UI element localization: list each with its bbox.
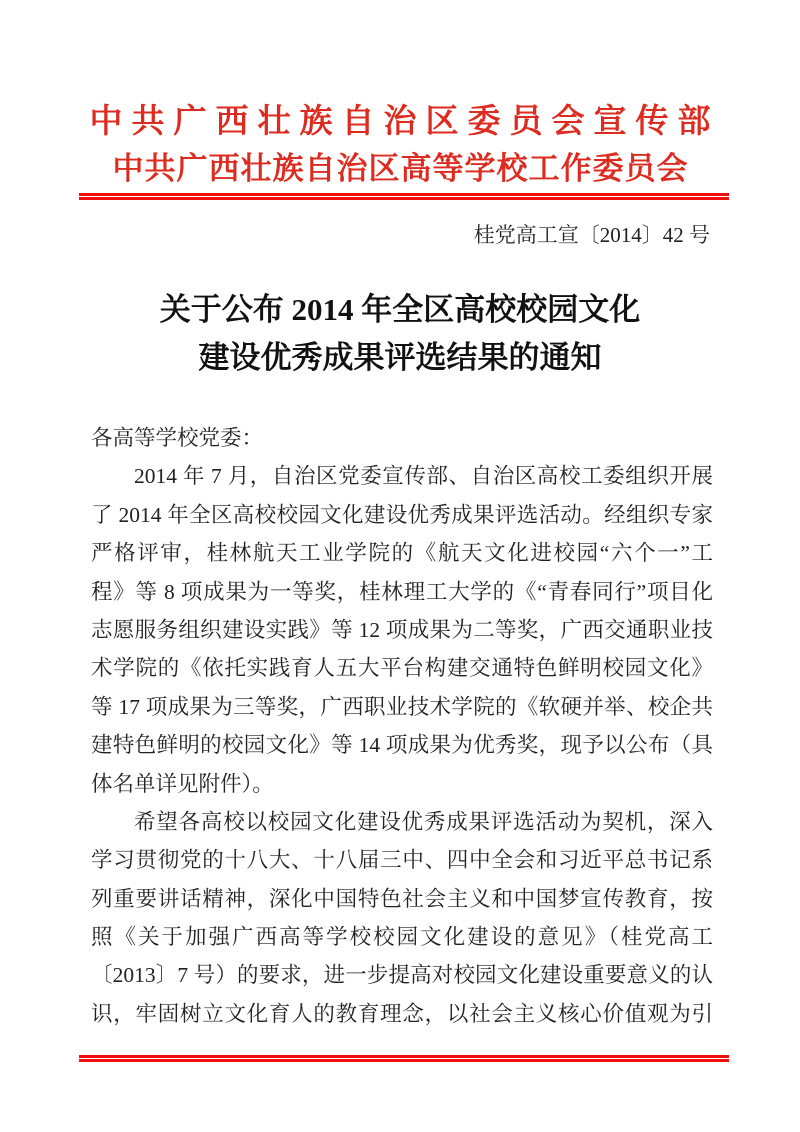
body-line: 志愿服务组织建设实践》等 12 项成果为二等奖，广西交通职业技 xyxy=(91,617,713,642)
body-line: 建特色鲜明的校园文化》等 14 项成果为优秀奖，现予以公布（具 xyxy=(91,733,713,758)
document-title-line-1: 关于公布 2014 年全区高校校园文化 xyxy=(159,292,641,327)
body-line: 〔2013〕7 号）的要求，进一步提高对校园文化建设重要意义的认 xyxy=(91,963,713,988)
body-line: 程》等 8 项成果为一等奖，桂林理工大学的《“青春同行”项目化 xyxy=(91,579,713,604)
body-line: 照《关于加强广西高等学校校园文化建设的意见》（桂党高工 xyxy=(91,925,713,950)
salutation-line: 各高等学校党委： xyxy=(91,426,264,450)
footer-divider-rule xyxy=(79,1055,729,1062)
body-line: 严格评审，桂林航天工业学院的《航天文化进校园“六个一”工 xyxy=(91,541,713,566)
issuer-line-2: 中共广西壮族自治区高等学校工作委员会 xyxy=(112,151,689,186)
header-divider-rule xyxy=(79,193,729,200)
document-body xyxy=(91,419,713,1033)
body-line: 学习贯彻党的十八大、十八届三中、四中全会和习近平总书记系 xyxy=(91,848,713,873)
document-number: 桂党高工宣〔2014〕42 号 xyxy=(473,223,710,247)
body-line: 识，牢固树立文化育人的教育理念，以社会主义核心价值观为引 xyxy=(91,1001,713,1026)
body-line: 列重要讲话精神，深化中国特色社会主义和中国梦宣传教育，按 xyxy=(91,886,713,911)
issuer-line-1: 中共广西壮族自治区委员会宣传部 xyxy=(89,104,720,140)
body-line: 等 17 项成果为三等奖，广西职业技术学院的《软硬并举、校企共 xyxy=(91,694,713,719)
document-title-line-2: 建设优秀成果评选结果的通知 xyxy=(198,340,602,375)
document-title xyxy=(0,286,800,382)
body-line: 术学院的《依托实践育人五大平台构建交通特色鲜明校园文化》 xyxy=(91,656,713,681)
body-line: 希望各高校以校园文化建设优秀成果评选活动为契机，深入 xyxy=(134,809,713,834)
body-line: 2014 年 7 月，自治区党委宣传部、自治区高校工委组织开展 xyxy=(134,464,713,489)
body-line: 体名单详见附件）。 xyxy=(91,771,274,796)
body-line: 了 2014 年全区高校校园文化建设优秀成果评选活动。经组织专家 xyxy=(91,502,713,527)
issuing-authority-header xyxy=(0,98,800,192)
